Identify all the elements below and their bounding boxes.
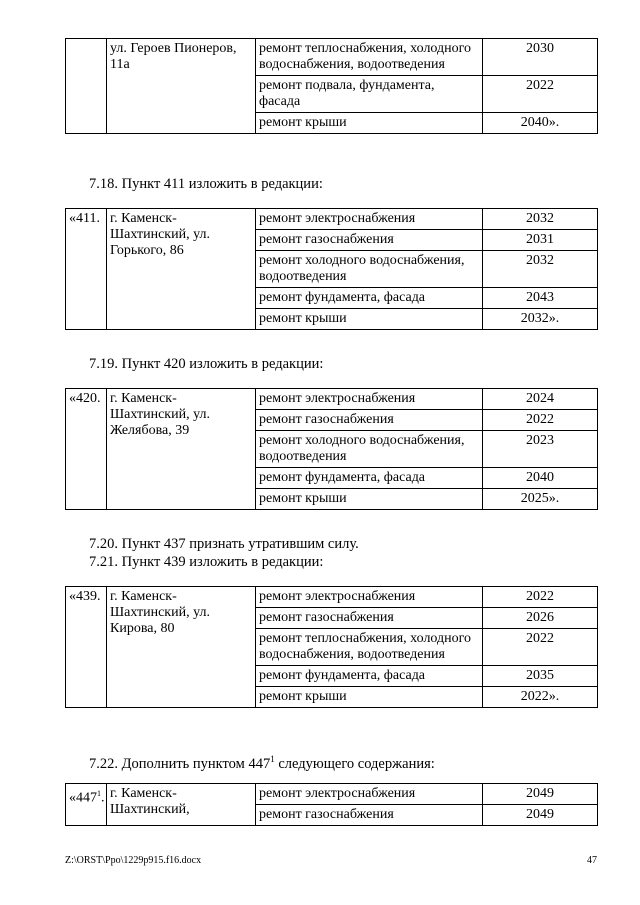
address-cell: г. Каменск-Шахтинский, ул. Желябова, 39: [107, 389, 256, 510]
work-cell: ремонт холодного водоснабжения, водоотведения: [256, 251, 483, 288]
item-number-cell: «439.: [66, 587, 107, 708]
year-cell: 2032: [483, 209, 598, 230]
work-cell: ремонт фундамента, фасада: [256, 288, 483, 309]
paragraph-7-21: 7.21. Пункт 439 изложить в редакции:: [89, 554, 324, 570]
work-cell: ремонт газоснабжения: [256, 410, 483, 431]
table-row: [66, 389, 598, 410]
paragraph-7-22-tail: следующего содержания:: [274, 755, 435, 772]
work-cell: ремонт крыши: [256, 309, 483, 330]
year-cell: 2022: [483, 410, 598, 431]
item-number-cell: [66, 784, 107, 826]
table-row: [66, 39, 598, 76]
item-number: «447: [69, 790, 97, 806]
work-cell: ремонт газоснабжения: [256, 805, 483, 826]
work-cell: ремонт холодного водоснабжения, водоотведения: [256, 431, 483, 468]
item-number-cell: «420.: [66, 389, 107, 510]
work-cell: ремонт крыши: [256, 687, 483, 708]
paragraph-7-20: 7.20. Пункт 437 признать утратившим силу.: [89, 536, 359, 552]
work-cell: ремонт подвала, фундамента, фасада: [256, 76, 483, 113]
paragraph-7-22-text: 7.22. Дополнить пунктом 447: [89, 755, 271, 772]
year-cell: 2022: [483, 587, 598, 608]
work-cell: ремонт электроснабжения: [256, 389, 483, 410]
page-footer: [65, 855, 597, 866]
work-cell: ремонт фундамента, фасада: [256, 666, 483, 687]
year-cell: 2043: [483, 288, 598, 309]
year-cell: 2030: [483, 39, 598, 76]
table-row: [66, 209, 598, 230]
year-cell: 2026: [483, 608, 598, 629]
year-cell: 2035: [483, 666, 598, 687]
work-cell: ремонт газоснабжения: [256, 608, 483, 629]
table-item-447-1: [65, 783, 598, 826]
work-cell: ремонт электроснабжения: [256, 587, 483, 608]
file-path: Z:\ORST\Ppo\1229p915.f16.docx: [65, 855, 202, 866]
table-row: [66, 784, 598, 805]
year-cell: 2022».: [483, 687, 598, 708]
year-cell: 2040».: [483, 113, 598, 134]
year-cell: 2022: [483, 76, 598, 113]
work-cell: ремонт теплоснабжения, холодного водоснабжения, водоотведения: [256, 39, 483, 76]
table-row: [66, 587, 598, 608]
table-item-420: [65, 388, 598, 510]
table-item-411: [65, 208, 598, 330]
paragraph-7-22: [89, 750, 435, 773]
year-cell: 2049: [483, 805, 598, 826]
year-cell: 2040: [483, 468, 598, 489]
item-number-cell: [66, 39, 107, 134]
table-item-439: [65, 586, 598, 708]
year-cell: 2023: [483, 431, 598, 468]
year-cell: 2022: [483, 629, 598, 666]
year-cell: 2024: [483, 389, 598, 410]
work-cell: ремонт электроснабжения: [256, 784, 483, 805]
year-cell: 2031: [483, 230, 598, 251]
year-cell: 2025».: [483, 489, 598, 510]
work-cell: ремонт фундамента, фасада: [256, 468, 483, 489]
paragraph-7-19: 7.19. Пункт 420 изложить в редакции:: [89, 356, 324, 372]
work-cell: ремонт теплоснабжения, холодного водоснабжения, водоотведения: [256, 629, 483, 666]
item-number-cell: «411.: [66, 209, 107, 330]
address-cell: г. Каменск-Шахтинский, ул. Кирова, 80: [107, 587, 256, 708]
table-continuation: [65, 38, 598, 134]
address-cell: г. Каменск-Шахтинский,: [107, 784, 256, 826]
item-number-dot: .: [101, 790, 105, 806]
work-cell: ремонт электроснабжения: [256, 209, 483, 230]
paragraph-7-18: 7.18. Пункт 411 изложить в редакции:: [89, 176, 323, 192]
address-cell: ул. Героев Пионеров, 11а: [107, 39, 256, 134]
work-cell: ремонт крыши: [256, 113, 483, 134]
year-cell: 2049: [483, 784, 598, 805]
address-cell: г. Каменск-Шахтинский, ул. Горького, 86: [107, 209, 256, 330]
work-cell: ремонт крыши: [256, 489, 483, 510]
year-cell: 2032».: [483, 309, 598, 330]
superscript: 1: [97, 789, 101, 798]
page-number: 47: [587, 855, 597, 866]
year-cell: 2032: [483, 251, 598, 288]
work-cell: ремонт газоснабжения: [256, 230, 483, 251]
superscript: 1: [270, 754, 275, 764]
